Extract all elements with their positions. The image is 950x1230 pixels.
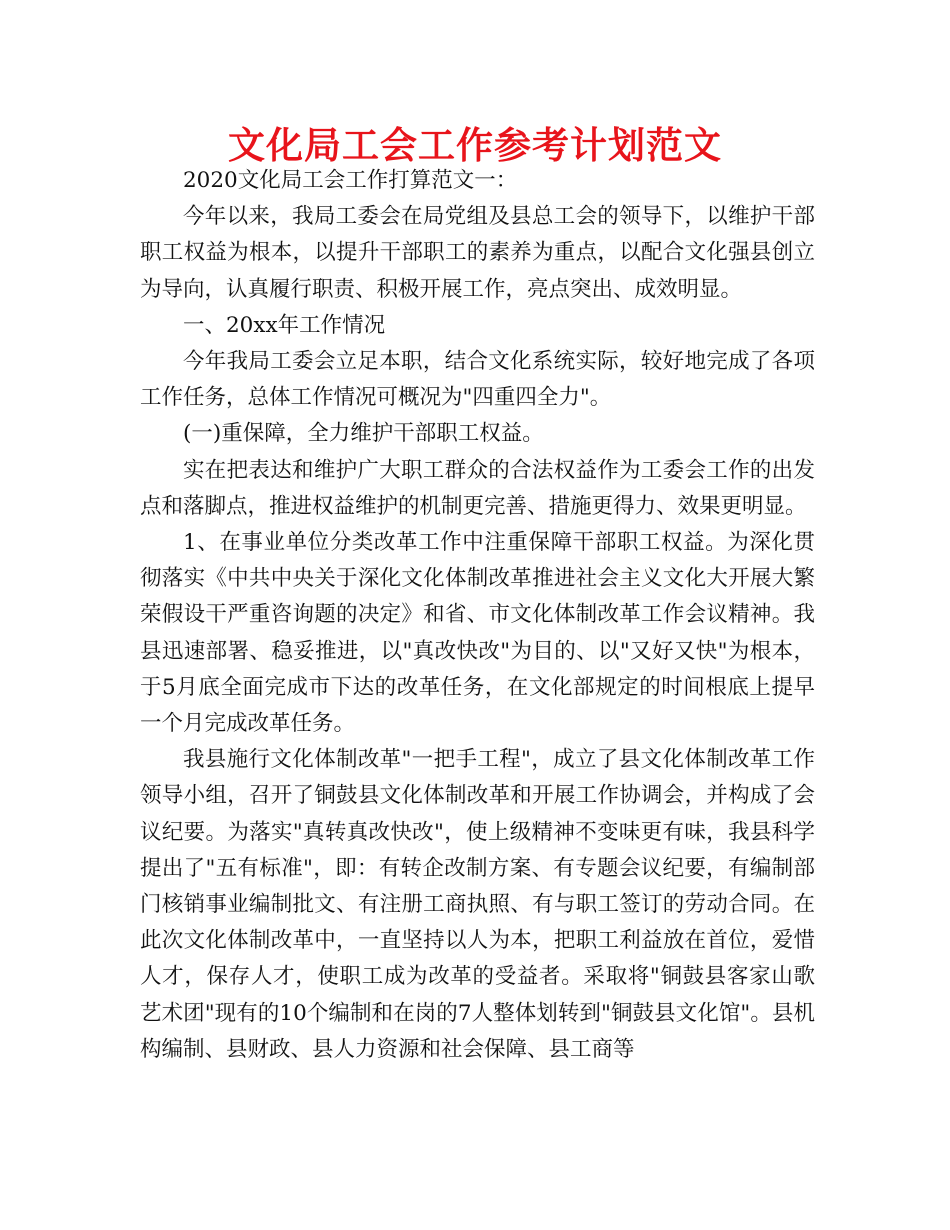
- paragraph-reform-1: 1、在事业单位分类改革工作中注重保障干部职工权益。为深化贯彻落实《中共中央关于深化文化体制改革推进社会主义文化大开展大繁荣假设干严重咨询题的决定》和省、市文化体制改革工作会议精神。我县迅速部署、稳妥推进，以"真改快改"为目的、以"又好又快"为根本，于5月底全面完成市下达的改革任务，在文化部规定的时间根底上提早一个月完成改革任务。: [140, 530, 815, 737]
- subsection-heading-1: (一)重保障，全力维护干部职工权益。: [183, 421, 544, 447]
- document-title: 文化局工会工作参考计划范文: [228, 124, 722, 167]
- paragraph-intro-heading: 2020文化局工会工作打算范文一：: [183, 168, 518, 193]
- paragraph-reform-2: 我县施行文化体制改革"一把手工程"，成立了县文化体制改革工作领导小组，召开了铜鼓县文化体制改革和开展工作协调会，并构成了会议纪要。为落实"真转真改快改"，使上级精神不变味更有味，我县科学提出了"五有标准"，即：有转企改制方案、有专题会议纪要，有编制部门核销事业编制批文、有注册工商执照、有与职工签订的劳动合同。在此次文化体制改革中，一直坚持以人为本，把职工利益放在首位，爱惜人才，保存人才，使职工成为改革的受益者。采取将"铜鼓县客家山歌艺术团"现有的10个编制和在岗的7人整体划转到"铜鼓县文化馆"。县机构编制、县财政、县人力资源和社会保障、县工商等: [140, 747, 815, 1062]
- paragraph-summary: 今年我局工委会立足本职，结合文化系统实际，较好地完成了各项工作任务，总体工作情况可概况为"四重四全力"。: [140, 349, 815, 411]
- section-heading-1: 一、20xx年工作情况: [183, 312, 386, 338]
- paragraph-rights: 实在把表达和维护广大职工群众的合法权益作为工委会工作的出发点和落脚点，推进权益维护的机制更完善、措施更得力、效果更明显。: [140, 457, 815, 519]
- paragraph-overview: 今年以来，我局工委会在局党组及县总工会的领导下，以维护干部职工权益为根本，以提升干部职工的素养为重点，以配合文化强县创立为导向，认真履行职责、积极开展工作，亮点突出、成效明显。: [140, 204, 815, 302]
- document-body: [140, 163, 815, 1068]
